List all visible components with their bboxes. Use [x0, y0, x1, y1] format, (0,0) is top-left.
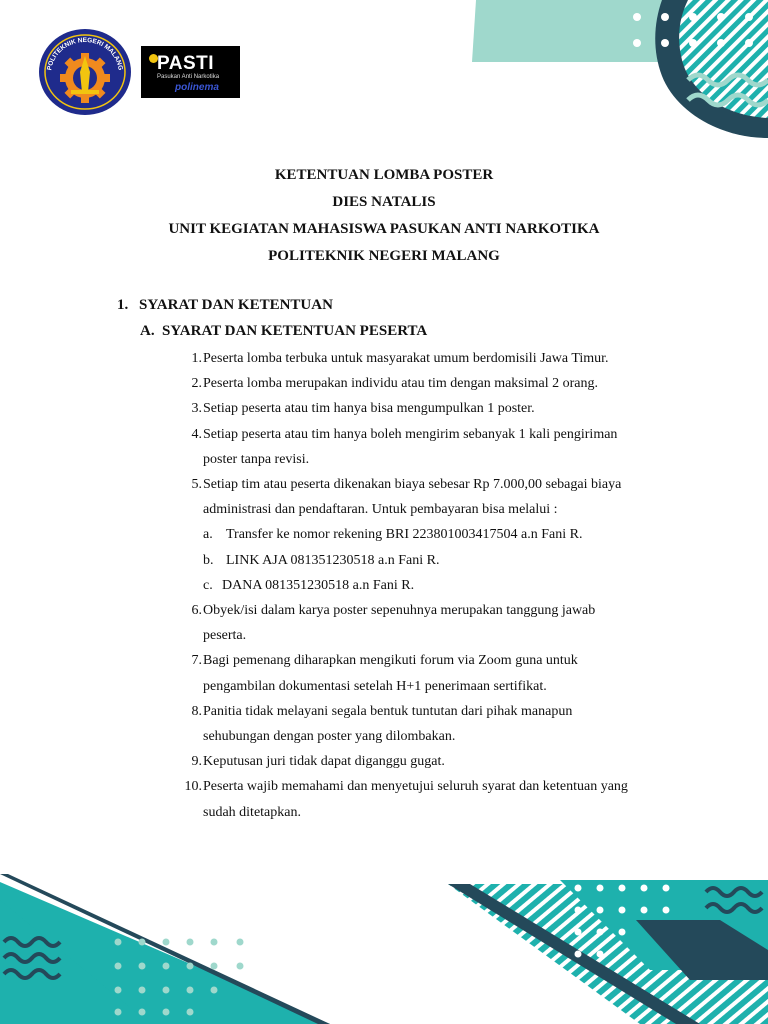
pasti-logo-title: PASTI	[157, 53, 215, 74]
list-item-text: Bagi pemenang diharapkan mengikuti forum via Zoom guna untuk	[203, 653, 578, 669]
payment-option-text: LINK AJA 081351230518 a.n Fani R.	[226, 552, 440, 568]
list-item-number: 8.	[191, 703, 202, 719]
list-item-text: peserta.	[203, 628, 247, 644]
list-item-number: 2.	[191, 376, 202, 392]
payment-option-text: DANA 081351230518 a.n Fani R.	[222, 577, 415, 593]
list-item-text: Setiap peserta atau tim hanya boleh mengirim sebanyak 1 kali pengiriman	[203, 426, 618, 442]
subsection-letter: A.	[140, 323, 155, 339]
list-item-number: 4.	[191, 426, 202, 442]
rules-list	[174, 346, 684, 825]
list-item-text: administrasi dan pendaftaran. Untuk pembayaran bisa melalui :	[203, 502, 558, 518]
list-item-text: pengambilan dokumentasi setelah H+1 penerimaan sertifikat.	[203, 678, 547, 694]
bottom-decoration	[0, 860, 768, 1024]
pasti-logo	[141, 46, 240, 98]
payment-option-text: Transfer ke nomor rekening BRI 223801003417504 a.n Fani R.	[226, 527, 583, 543]
payment-option	[174, 573, 684, 598]
polinema-logo	[36, 26, 134, 118]
list-item-text: poster tanpa revisi.	[203, 451, 310, 467]
svg-text:POLITEKNIK NEGERI MALANG: POLITEKNIK NEGERI MALANG	[46, 36, 124, 71]
list-item-text: Setiap peserta atau tim hanya bisa mengumpulkan 1 poster.	[203, 401, 535, 417]
list-item	[174, 749, 684, 774]
subsection-title: SYARAT DAN KETENTUAN PESERTA	[162, 323, 428, 339]
list-item-number: 3.	[191, 401, 202, 417]
list-item	[174, 371, 684, 396]
payment-option-letter: a.	[203, 527, 213, 543]
list-item-number: 9.	[191, 754, 202, 770]
list-item	[174, 472, 684, 522]
pasti-logo-subtitle: Pasukan Anti Narkotika	[157, 74, 220, 80]
payment-option	[174, 548, 684, 573]
list-item-text: Setiap tim atau peserta dikenakan biaya sebesar Rp 7.000,00 sebagai biaya	[203, 477, 622, 493]
title-line-3: UNIT KEGIATAN MAHASISWA PASUKAN ANTI NARKOTIKA	[168, 221, 600, 237]
list-item-text: sudah ditetapkan.	[203, 804, 301, 820]
list-item	[174, 774, 684, 824]
list-item-text: sehubungan dengan poster yang dilombakan.	[203, 729, 456, 745]
payment-option-letter: c.	[203, 577, 213, 593]
pasti-logo-brand: polinema	[175, 82, 219, 93]
list-item	[174, 648, 684, 698]
payment-option	[174, 522, 684, 547]
list-item	[174, 422, 684, 472]
payment-option-letter: b.	[203, 552, 214, 568]
list-item	[174, 598, 684, 648]
list-item-number: 6.	[191, 603, 202, 619]
list-item-text: Obyek/isi dalam karya poster sepenuhnya merupakan tanggung jawab	[203, 603, 596, 619]
title-line-2: DIES NATALIS	[332, 194, 436, 210]
list-item-number: 7.	[191, 653, 202, 669]
list-item-number: 5.	[191, 477, 202, 493]
list-item-text: Peserta lomba merupakan individu atau tim dengan maksimal 2 orang.	[203, 376, 599, 392]
list-item-text: Peserta lomba terbuka untuk masyarakat umum berdomisili Jawa Timur.	[203, 351, 609, 366]
list-item-number: 10.	[184, 779, 202, 795]
list-item-number: 1.	[191, 351, 202, 366]
title-line-1: KETENTUAN LOMBA POSTER	[274, 167, 494, 183]
section-heading	[117, 295, 333, 315]
subsection-heading	[140, 321, 427, 341]
list-item	[174, 346, 684, 371]
title-line-4: POLITEKNIK NEGERI MALANG	[268, 248, 500, 264]
list-item-text: Peserta wajib memahami dan menyetujui seluruh syarat dan ketentuan yang	[203, 779, 628, 795]
list-item	[174, 699, 684, 749]
list-item	[174, 396, 684, 421]
list-item-text: Keputusan juri tidak dapat diganggu gugat.	[203, 754, 445, 770]
section-number: 1.	[117, 297, 129, 313]
document-title-block	[0, 162, 768, 270]
list-item-text: Panitia tidak melayani segala bentuk tuntutan dari pihak manapun	[203, 703, 573, 719]
section-title: SYARAT DAN KETENTUAN	[139, 297, 333, 313]
